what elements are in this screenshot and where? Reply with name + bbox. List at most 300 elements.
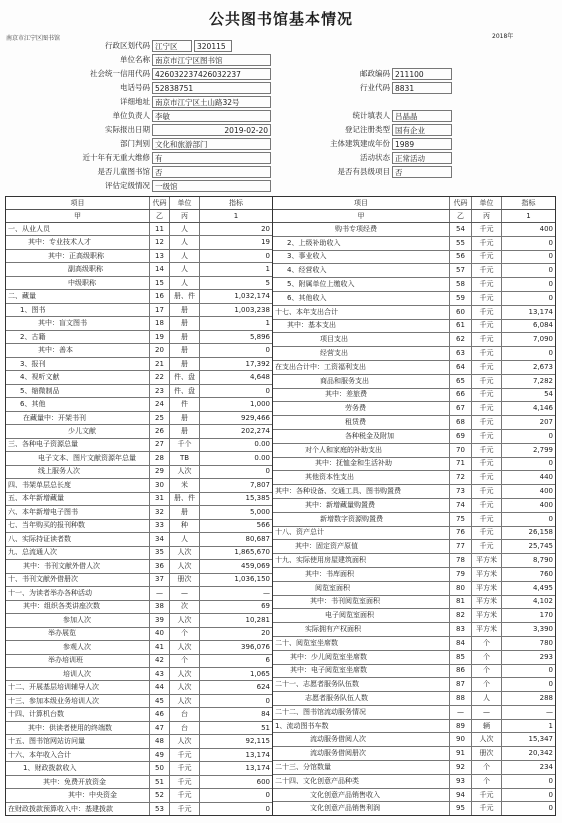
row-unit: 台: [170, 708, 200, 720]
children-library-label: 是否儿童图书馆: [97, 167, 150, 176]
row-unit: 千元: [472, 789, 502, 802]
row-item: 电子阅览室面积: [273, 609, 450, 622]
row-value: 1,000: [249, 400, 270, 409]
row-value: 400: [539, 224, 553, 233]
row-code: 92: [450, 761, 472, 774]
build-year-value: 1989: [392, 138, 452, 150]
row-code: 34: [150, 533, 170, 545]
row-item: 购书专项经费: [273, 223, 450, 236]
row-item: 其中：固定资产原值: [273, 540, 450, 553]
header-unit: 单位: [170, 197, 200, 209]
row-item: 三、各种电子资源总量: [6, 439, 150, 451]
row-code: 84: [450, 637, 472, 650]
table-row: [273, 761, 555, 775]
row-value: 0: [548, 459, 553, 468]
table-row: [6, 789, 272, 802]
row-unit: 千元: [472, 237, 502, 250]
header-code: 代码: [150, 197, 170, 209]
row-value: 0: [548, 776, 553, 785]
row-code: 81: [450, 596, 472, 609]
row-code: 60: [450, 306, 472, 319]
row-unit: 人次: [170, 560, 200, 572]
row-unit: 人: [170, 250, 200, 262]
admin-code-value: 320115: [194, 40, 232, 52]
table-row: [273, 720, 555, 734]
table-row: [6, 331, 272, 344]
row-item: 十三、参加本级业务培训人次: [6, 695, 150, 707]
row-unit: 个: [472, 637, 502, 650]
table-row: [273, 582, 555, 596]
county-project-label: 是否有县级项目: [337, 167, 390, 176]
reg-type-label: 登记注册类型: [345, 125, 390, 134]
row-unit: —: [170, 587, 200, 599]
table-row: [6, 371, 272, 384]
row-item: 商品和服务支出: [273, 375, 450, 388]
row-value: 207: [539, 418, 553, 427]
header-item: 项目: [273, 197, 450, 209]
row-value: 2,799: [532, 445, 553, 454]
row-unit: 千元: [472, 444, 502, 457]
rating-value: 一级馆: [152, 180, 271, 192]
row-value: 0: [265, 346, 270, 355]
row-value: 5,000: [249, 507, 270, 516]
table-row: [273, 609, 555, 623]
row-code: 43: [150, 668, 170, 680]
row-value: 0: [548, 266, 553, 275]
row-unit: 册: [170, 304, 200, 316]
row-unit: 千元: [472, 485, 502, 498]
row-unit: 辆: [472, 720, 502, 733]
row-unit: 人次: [170, 466, 200, 478]
row-value: 1: [265, 319, 270, 328]
row-unit: 千元: [472, 513, 502, 526]
postcode-value: 211100: [392, 68, 452, 80]
row-item: 参加人次: [6, 614, 150, 626]
row-unit: 人次: [170, 681, 200, 693]
row-unit: 种: [170, 520, 200, 532]
header-value: 指标: [229, 198, 243, 207]
table-row: [6, 749, 272, 762]
row-value: 4,648: [249, 373, 270, 382]
row-item: 其中：书刊文献外借人次: [6, 560, 150, 572]
row-unit: 件、盘: [170, 385, 200, 397]
header-unit: 单位: [472, 197, 502, 209]
row-code: 26: [150, 425, 170, 437]
table-row: [273, 554, 555, 568]
row-value: 1: [265, 265, 270, 274]
table-body-left: [6, 223, 272, 815]
status-value: 正常活动: [392, 152, 452, 164]
row-item: 新增数字资源购置费: [273, 513, 450, 526]
row-value: 92,115: [245, 737, 270, 746]
filler-value: 吕晶晶: [392, 110, 452, 122]
row-code: 61: [450, 320, 472, 333]
table-row: [6, 425, 272, 438]
row-item: 其中：差旅费: [273, 389, 450, 402]
info-row: [0, 179, 562, 193]
row-code: 67: [450, 402, 472, 415]
table-row: [6, 628, 272, 641]
unit-name-label: 单位名称: [120, 55, 150, 64]
row-item: 其中：少儿阅览室坐席数: [273, 651, 450, 664]
row-code: 54: [450, 223, 472, 236]
row-item: 在财政拨款预算收入中：基建拨款: [6, 803, 150, 815]
row-value: 202,274: [241, 427, 270, 435]
row-item: 其中：书库面积: [273, 568, 450, 581]
table-row: [273, 692, 555, 706]
row-item: 6、其他: [6, 398, 150, 410]
row-value: 8,790: [532, 556, 553, 565]
info-row: [0, 95, 562, 109]
row-code: 14: [150, 263, 170, 275]
row-value: 293: [539, 652, 553, 661]
row-code: 77: [450, 540, 472, 553]
row-item: 3、事业收入: [273, 251, 450, 264]
row-item: 其中：书刊阅览室面积: [273, 596, 450, 609]
row-value: 0: [548, 790, 553, 799]
row-value: 760: [539, 569, 553, 578]
table-row: [6, 290, 272, 303]
row-code: 79: [450, 568, 472, 581]
info-row: [0, 53, 562, 67]
row-unit: 册: [170, 344, 200, 356]
row-code: 68: [450, 416, 472, 429]
row-item: 流动服务借阅人次: [273, 733, 450, 746]
row-unit: 人: [170, 263, 200, 275]
row-unit: 人: [170, 533, 200, 545]
row-item: 1、图书: [6, 304, 150, 316]
row-item: 少儿文献: [6, 425, 150, 437]
industry-code-label: 行业代码: [360, 83, 390, 92]
header-value: 指标: [521, 198, 536, 207]
row-unit: 平方米: [472, 623, 502, 636]
row-unit: 千元: [170, 762, 200, 774]
row-unit: 个: [472, 651, 502, 664]
row-unit: 千元: [170, 749, 200, 761]
row-unit: 人次: [170, 614, 200, 626]
row-unit: 千元: [472, 416, 502, 429]
row-item: 5、缩微制品: [6, 385, 150, 397]
table-row: [273, 651, 555, 665]
table-row: [6, 560, 272, 573]
row-code: 80: [450, 582, 472, 595]
row-code: 76: [450, 527, 472, 540]
row-value: 54: [544, 390, 553, 399]
table-row: [6, 614, 272, 627]
row-item: 中级职称: [6, 277, 150, 289]
row-item: 十九、实际使用房屋建筑面积: [273, 554, 450, 567]
row-unit: 册次: [472, 747, 502, 760]
row-unit: 个: [170, 628, 200, 640]
row-unit: 千元: [472, 292, 502, 305]
table-row: [6, 479, 272, 492]
row-value: 1,065: [249, 669, 270, 678]
row-unit: 个: [170, 655, 200, 667]
row-unit: 人: [170, 277, 200, 289]
row-item: 二十三、分馆数量: [273, 761, 450, 774]
table-row: [273, 775, 555, 789]
repair-value: 有: [152, 152, 271, 164]
table-row: [273, 444, 555, 458]
table-row: [273, 251, 555, 265]
row-code: 87: [450, 678, 472, 691]
row-code: 32: [150, 506, 170, 518]
row-value: 20: [261, 224, 270, 233]
phone-value: 52838751: [152, 82, 271, 94]
row-item: 在藏量中：开架书刊: [6, 412, 150, 424]
row-code: 75: [450, 513, 472, 526]
table-row: [6, 533, 272, 546]
row-value: 400: [539, 500, 553, 509]
row-item: 线上服务人次: [6, 466, 150, 478]
header-item: 项目: [6, 197, 150, 209]
row-code: 95: [450, 802, 472, 815]
row-item: 经营支出: [273, 347, 450, 360]
row-code: 42: [150, 655, 170, 667]
column-code-code: 乙: [150, 210, 170, 222]
row-code: 17: [150, 304, 170, 316]
row-code: 89: [450, 720, 472, 733]
row-code: 22: [150, 371, 170, 383]
table-row: [6, 452, 272, 465]
row-code: 64: [450, 361, 472, 374]
table-row: [6, 358, 272, 371]
row-unit: 台: [170, 722, 200, 734]
table-row: [273, 623, 555, 637]
row-value: 624: [256, 683, 270, 692]
table-row: [273, 306, 555, 320]
row-code: 36: [150, 560, 170, 572]
row-code: 44: [150, 681, 170, 693]
industry-code-value: 8831: [392, 82, 452, 94]
row-value: —: [263, 588, 270, 597]
row-item: 十四、计算机台数: [6, 708, 150, 720]
row-item: 十七、本年支出合计: [273, 306, 450, 319]
row-code: 72: [450, 471, 472, 484]
row-value: 4,146: [532, 404, 553, 413]
row-code: —: [150, 587, 170, 599]
row-unit: 千元: [170, 803, 200, 815]
row-item: 文化创意产品销售利润: [273, 802, 450, 815]
row-unit: 千元: [472, 375, 502, 388]
table-row: [273, 361, 555, 375]
row-code: 52: [150, 789, 170, 801]
row-code: 48: [150, 735, 170, 747]
row-code: 11: [150, 223, 170, 235]
table-row: [6, 385, 272, 398]
row-code: 53: [150, 803, 170, 815]
table-row: [6, 776, 272, 789]
row-code: 86: [450, 665, 472, 678]
report-date-value: 2019-02-20: [152, 124, 271, 136]
table-row: [273, 278, 555, 292]
head-label: 单位负责人: [112, 111, 150, 120]
row-value: 6,084: [532, 321, 553, 330]
row-code: 70: [450, 444, 472, 457]
table-row: [6, 655, 272, 668]
row-value: 80,687: [245, 534, 270, 543]
row-code: 57: [450, 264, 472, 277]
row-value: 0: [265, 251, 270, 260]
row-unit: 次: [170, 601, 200, 613]
row-value: 0: [265, 386, 270, 395]
row-code: 94: [450, 789, 472, 802]
row-code: 88: [450, 692, 472, 705]
phone-label: 电话号码: [120, 83, 150, 92]
row-item: 二十二、图书馆流动服务情况: [273, 706, 450, 719]
row-item: 七、当年购买的报刊种数: [6, 520, 150, 532]
row-item: 八、实际持证读者数: [6, 533, 150, 545]
row-item: 4、视听文献: [6, 371, 150, 383]
table-row: [6, 520, 272, 533]
row-code: 49: [150, 749, 170, 761]
row-item: 九、总流通人次: [6, 547, 150, 559]
row-value: 0: [265, 467, 270, 476]
row-unit: 人次: [170, 641, 200, 653]
table-row: [273, 471, 555, 485]
row-value: 13,174: [528, 307, 553, 316]
row-value: 0: [548, 431, 553, 440]
row-unit: 个: [472, 678, 502, 691]
row-unit: 千元: [472, 540, 502, 553]
row-item: 其中：免费开放资金: [6, 776, 150, 788]
build-year-label: 主体建筑建成年份: [330, 139, 390, 148]
row-value: 15,347: [528, 735, 553, 744]
row-code: 59: [450, 292, 472, 305]
row-item: 十、书刊文献外借册次: [6, 574, 150, 586]
row-value: 566: [256, 521, 270, 530]
row-code: 83: [450, 623, 472, 636]
table-row: [273, 513, 555, 527]
row-value: —: [546, 707, 553, 716]
row-unit: 册、件: [170, 493, 200, 505]
row-value: 26,158: [528, 528, 553, 537]
row-value: 2,673: [532, 362, 553, 371]
row-code: 40: [150, 628, 170, 640]
row-value: 3,390: [532, 625, 553, 633]
row-item: 1、财政拨款收入: [6, 762, 150, 774]
row-value: 15,385: [245, 494, 270, 503]
row-item: 其中：抚恤金和生活补助: [273, 458, 450, 471]
row-unit: 平方米: [472, 582, 502, 595]
table-row: [273, 499, 555, 513]
row-item: 各种税金及附加: [273, 430, 450, 443]
row-value: 440: [539, 473, 553, 482]
row-item: 其中：基本支出: [273, 320, 450, 333]
row-value: 0: [548, 804, 553, 813]
row-unit: 册: [170, 412, 200, 424]
row-unit: 平方米: [472, 609, 502, 622]
row-unit: 个: [472, 775, 502, 788]
row-item: 举办展览: [6, 628, 150, 640]
row-code: 24: [150, 398, 170, 410]
table-row: [6, 681, 272, 694]
row-unit: 件、盘: [170, 371, 200, 383]
row-item: 其中：中央资金: [6, 789, 150, 801]
row-value: 459,069: [241, 561, 270, 570]
table-row: [6, 412, 272, 425]
row-value: 0: [265, 696, 270, 705]
row-unit: 千元: [472, 527, 502, 540]
row-item: 其中：组织各类讲座次数: [6, 601, 150, 613]
row-item: 其中：专业技术人才: [6, 236, 150, 248]
row-value: 20: [261, 629, 270, 638]
row-item: 二十、阅览室坐席数: [273, 637, 450, 650]
row-code: 37: [150, 574, 170, 586]
row-value: 5: [265, 278, 270, 287]
row-item: 副高级职称: [6, 263, 150, 275]
table-row: [273, 223, 555, 237]
report-year: 2018年: [492, 33, 514, 40]
table-header-row: [6, 197, 272, 210]
row-code: 46: [150, 708, 170, 720]
table-row: [6, 236, 272, 249]
table-row: [6, 708, 272, 721]
row-value: 7,807: [249, 480, 270, 489]
row-value: 19: [261, 238, 270, 247]
row-unit: 平方米: [472, 554, 502, 567]
table-row: [6, 250, 272, 263]
table-row: [6, 398, 272, 411]
head-value: 李敏: [152, 110, 271, 122]
column-code-item: 甲: [273, 210, 450, 222]
row-unit: 个: [472, 665, 502, 678]
row-code: 15: [150, 277, 170, 289]
row-unit: 千元: [472, 320, 502, 333]
table-row: [273, 596, 555, 610]
column-code-value: 1: [233, 211, 239, 220]
table-row: [273, 333, 555, 347]
row-value: 600: [256, 777, 270, 786]
table-row: [6, 223, 272, 236]
report-date-label: 实际报出日期: [105, 125, 150, 134]
table-row: [6, 439, 272, 452]
organization-caption: 南京市江宁区图书馆: [6, 35, 61, 42]
row-code: 93: [450, 775, 472, 788]
row-item: 一、从业人员: [6, 223, 150, 235]
row-code: 13: [150, 250, 170, 262]
row-code: 50: [150, 762, 170, 774]
table-body-right: [273, 223, 555, 815]
table-row: [6, 587, 272, 600]
row-unit: 千元: [472, 264, 502, 277]
row-unit: 人次: [170, 668, 200, 680]
row-unit: 册: [170, 358, 200, 370]
row-item: 对个人和家庭的补助支出: [273, 444, 450, 457]
row-unit: 千元: [472, 347, 502, 360]
row-unit: 件: [170, 398, 200, 410]
row-code: 30: [150, 479, 170, 491]
dept-label: 部门判别: [120, 139, 150, 148]
table-row: [273, 320, 555, 334]
table-row: [6, 344, 272, 357]
table-row: [6, 601, 272, 614]
row-code: 12: [150, 236, 170, 248]
address-value: 南京市江宁区土山路32号: [152, 96, 271, 108]
row-value: 400: [539, 487, 553, 496]
admin-code-label: 行政区划代码: [105, 41, 150, 50]
postcode-label: 邮政编码: [360, 69, 390, 78]
filler-label: 统计填表人: [352, 111, 390, 120]
reg-type-value: 国有企业: [392, 124, 452, 136]
table-row: [273, 389, 555, 403]
row-unit: 平方米: [472, 568, 502, 581]
row-item: 培训人次: [6, 668, 150, 680]
row-code: 41: [150, 641, 170, 653]
status-label: 活动状态: [360, 153, 390, 162]
row-unit: 平方米: [472, 596, 502, 609]
row-unit: 千元: [472, 223, 502, 236]
